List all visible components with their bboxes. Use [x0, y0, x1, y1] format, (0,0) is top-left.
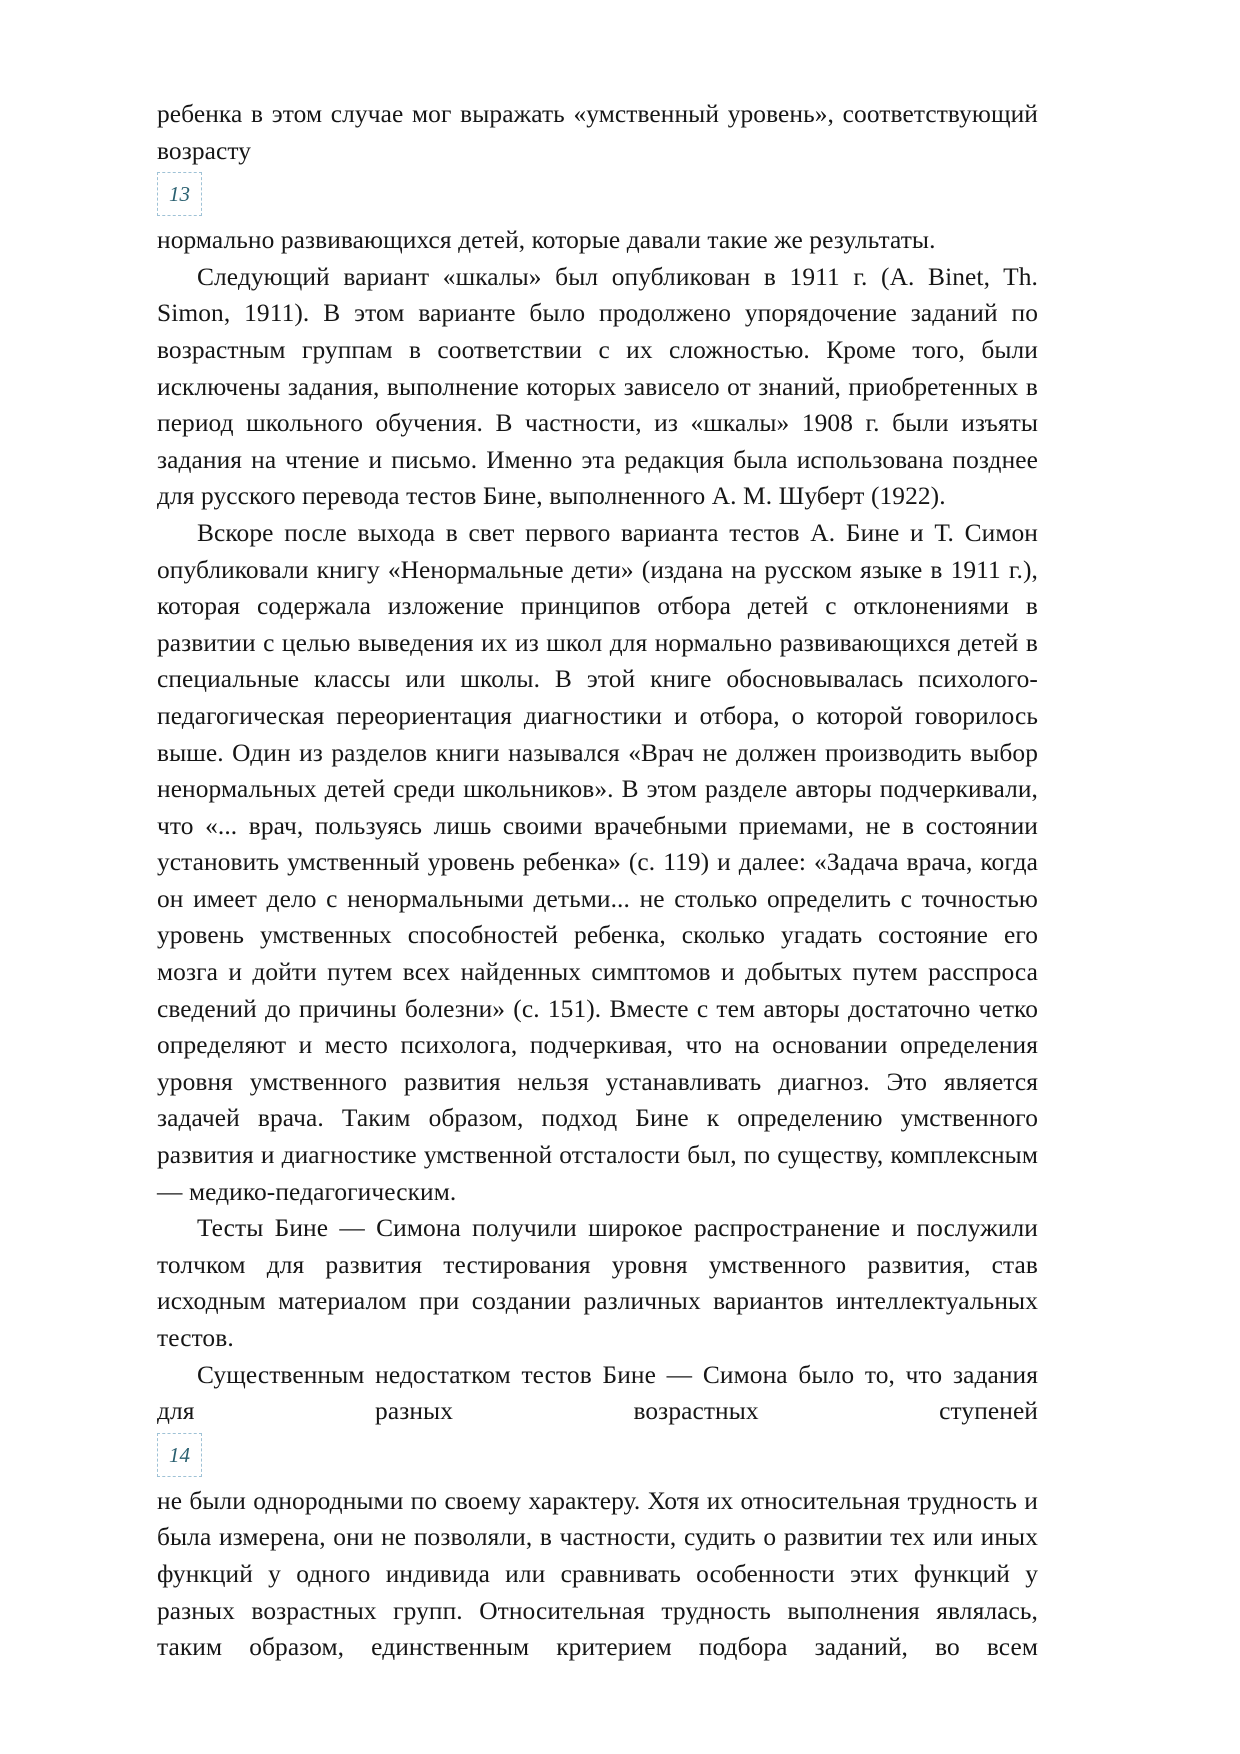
page-marker-row-13 — [157, 172, 1038, 218]
page-number-marker-13[interactable]: 13 — [157, 172, 202, 216]
paragraph-4: Тесты Бине — Симона получили широкое распространение и послужили толчком для развития тестирования уровня умственного развития, став исходным материалом при создании различных вариантов интеллектуальных тестов. — [157, 1214, 1038, 1352]
paragraph-5: Существенным недостатком тестов Бине — Симона было то, что задания для разных возрастных ступеней — [157, 1360, 1038, 1426]
paragraph-continuation-1: нормально развивающихся детей, которые давали такие же результаты. — [157, 226, 936, 255]
page-content — [157, 96, 1038, 1666]
page-number-marker-14[interactable]: 14 — [157, 1433, 202, 1477]
paragraph-top-continuation: ребенка в этом случае мог выражать «умственный уровень», соответствующий возрасту — [157, 100, 1038, 165]
paragraph-6: не были однородными по своему характеру. Хотя их относительная трудность и была измерена, они не позволяли, в частности, судить о развитии тех или иных функций у одного индивида или сравнивать особенности этих функций у разных возрастных групп. Относительная трудность выполнения являлась, таким образом, единственным критерием подбора заданий, во всем — [157, 1486, 1038, 1662]
paragraph-2: Следующий вариант «шкалы» был опубликован в 1911 г. (A. Binet, Th. Simon, 1911). В этом варианте было продолжено упорядочение заданий по возрастным группам в соответствии с их сложностью. Кроме того, были исключены задания, выполнение которых зависело от знаний, приобретенных в период школьного обучения. В частности, из «шкалы» 1908 г. были изъяты задания на чтение и письмо. Именно эта редакция была использована позднее для русского перевода тестов Бине, выполненного А. М. Шуберт (1922). — [157, 262, 1038, 511]
paragraph-3: Вскоре после выхода в свет первого варианта тестов А. Бине и Т. Симон опубликовали книгу «Ненормальные дети» (издана на русском языке в 1911 г.), которая содержала изложение принципов отбора детей с отклонениями в развитии с целью выведения их из школ для нормально развивающихся детей в специальные классы или школы. В этой книге обосновывалась психолого-педагогическая переориентация диагностики и отбора, о которой говорилось выше. Один из разделов книги назывался «Врач не должен производить выбор ненормальных детей среди школьников». В этом разделе авторы подчеркивали, что «... врач, пользуясь лишь своими врачебными приемами, не в состоянии установить умственный уровень ребенка» (с. 119) и далее: «Задача врача, когда он имеет дело с ненормальными детьми... не столько определить с точностью уровень умственных способностей ребенка, сколько угадать состояние его мозга и дойти путем всех найденных симптомов и добытых путем расспроса сведений до причины болезни» (с. 151). Вместе с тем авторы достаточно четко определяют и место психолога, подчеркивая, что на основании определения уровня умственного развития нельзя устанавливать диагноз. Это является задачей врача. Таким образом, подход Бине к определению умственного развития и диагностике умственной отсталости был, по существу, комплексным — медико-педагогическим. — [157, 518, 1038, 1206]
page-marker-row-14 — [157, 1433, 1038, 1479]
